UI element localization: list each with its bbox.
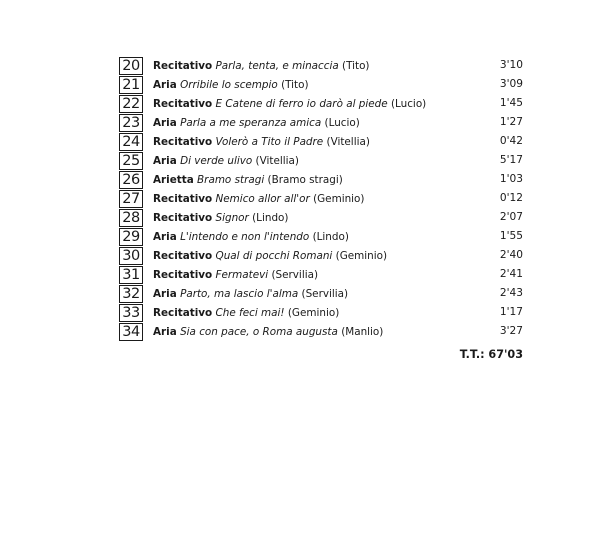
track-row xyxy=(119,246,523,265)
track-number: 22 xyxy=(119,95,143,113)
track-row xyxy=(119,170,523,189)
track-title: Orribile lo scempio xyxy=(180,78,278,91)
track-character: (Vitellia) xyxy=(255,154,299,167)
track-number: 33 xyxy=(119,304,143,322)
track-title: Sia con pace, o Roma augusta xyxy=(180,325,338,338)
track-character: (Geminio) xyxy=(287,306,340,319)
track-title: Bramo stragi xyxy=(197,173,265,186)
track-title: Fermatevi xyxy=(215,268,269,281)
track-title: Nemico allor all'or xyxy=(215,192,310,205)
track-duration: 1'03 xyxy=(499,173,523,185)
track-description xyxy=(153,288,348,300)
track-number: 27 xyxy=(119,190,143,208)
track-description xyxy=(153,250,387,262)
track-form: Recitativo xyxy=(153,97,213,110)
track-title: Che feci mai! xyxy=(215,306,285,319)
track-title: L'intendo e non l'intendo xyxy=(180,230,310,243)
track-number: 31 xyxy=(119,266,143,284)
track-character: (Manlio) xyxy=(341,325,384,338)
track-duration: 0'42 xyxy=(499,135,523,147)
track-title: Signor xyxy=(215,211,249,224)
track-duration: 2'41 xyxy=(499,268,523,280)
track-number: 25 xyxy=(119,152,143,170)
track-row xyxy=(119,303,523,322)
track-duration: 2'07 xyxy=(499,211,523,223)
track-row xyxy=(119,322,523,341)
track-description xyxy=(153,117,360,129)
track-title: Parla, tenta, e minaccia xyxy=(215,59,339,72)
track-character: (Tito) xyxy=(281,78,309,91)
track-character: (Lindo) xyxy=(252,211,289,224)
track-title: Di verde ulivo xyxy=(180,154,253,167)
track-character: (Lucio) xyxy=(390,97,427,110)
track-form: Recitativo xyxy=(153,306,213,319)
track-duration: 3'09 xyxy=(499,78,523,90)
track-duration: 1'45 xyxy=(499,97,523,109)
track-description xyxy=(153,174,343,186)
track-title: Parto, ma lascio l'alma xyxy=(180,287,299,300)
track-number: 26 xyxy=(119,171,143,189)
track-number: 20 xyxy=(119,57,143,75)
track-form: Aria xyxy=(153,287,177,300)
track-form: Recitativo xyxy=(153,249,213,262)
track-row xyxy=(119,94,523,113)
track-form: Aria xyxy=(153,230,177,243)
track-duration: 1'55 xyxy=(499,230,523,242)
track-duration: 5'17 xyxy=(499,154,523,166)
track-description xyxy=(153,155,299,167)
track-description xyxy=(153,269,318,281)
track-form: Recitativo xyxy=(153,268,213,281)
track-row xyxy=(119,75,523,94)
track-form: Recitativo xyxy=(153,192,213,205)
track-description xyxy=(153,307,339,319)
track-number: 24 xyxy=(119,133,143,151)
track-duration: 2'43 xyxy=(499,287,523,299)
track-form: Aria xyxy=(153,154,177,167)
track-duration: 1'17 xyxy=(499,306,523,318)
track-title: E Catene di ferro io darò al piede xyxy=(215,97,388,110)
track-description xyxy=(153,326,383,338)
track-character: (Lucio) xyxy=(324,116,360,129)
track-character: (Servilia) xyxy=(271,268,319,281)
track-duration: 1'27 xyxy=(499,116,523,128)
track-form: Recitativo xyxy=(153,135,213,148)
track-row xyxy=(119,265,523,284)
track-form: Aria xyxy=(153,78,177,91)
track-form: Aria xyxy=(153,116,177,129)
track-character: (Vitellia) xyxy=(326,135,370,148)
track-title: Volerò a Tito il Padre xyxy=(215,135,324,148)
track-duration: 2'40 xyxy=(499,249,523,261)
track-form: Recitativo xyxy=(153,211,213,224)
tracklist xyxy=(119,56,523,361)
track-row xyxy=(119,132,523,151)
track-number: 34 xyxy=(119,323,143,341)
track-row xyxy=(119,208,523,227)
track-number: 30 xyxy=(119,247,143,265)
track-character: (Lindo) xyxy=(312,230,349,243)
track-character: (Geminio) xyxy=(335,249,388,262)
track-duration: 0'12 xyxy=(499,192,523,204)
total-time: T.T.: 67'03 xyxy=(459,348,523,361)
track-description xyxy=(153,98,426,110)
track-duration: 3'27 xyxy=(499,325,523,337)
track-form: Recitativo xyxy=(153,59,213,72)
track-duration: 3'10 xyxy=(499,59,523,71)
track-character: (Servilia) xyxy=(301,287,349,300)
track-row xyxy=(119,284,523,303)
track-number: 32 xyxy=(119,285,143,303)
track-row xyxy=(119,151,523,170)
track-number: 29 xyxy=(119,228,143,246)
track-description xyxy=(153,60,369,72)
track-number: 28 xyxy=(119,209,143,227)
track-number: 23 xyxy=(119,114,143,132)
track-row xyxy=(119,189,523,208)
track-description xyxy=(153,231,349,243)
track-character: (Tito) xyxy=(342,59,370,72)
track-row xyxy=(119,56,523,75)
track-form: Arietta xyxy=(153,173,194,186)
track-number: 21 xyxy=(119,76,143,94)
track-row xyxy=(119,227,523,246)
track-form: Aria xyxy=(153,325,177,338)
track-title: Qual di pocchi Romani xyxy=(215,249,333,262)
track-description xyxy=(153,79,309,91)
track-character: (Geminio) xyxy=(313,192,365,205)
track-description xyxy=(153,136,370,148)
track-title: Parla a me speranza amica xyxy=(180,116,322,129)
track-description xyxy=(153,193,364,205)
track-row xyxy=(119,113,523,132)
track-description xyxy=(153,212,288,224)
track-character: (Bramo stragi) xyxy=(267,173,343,186)
